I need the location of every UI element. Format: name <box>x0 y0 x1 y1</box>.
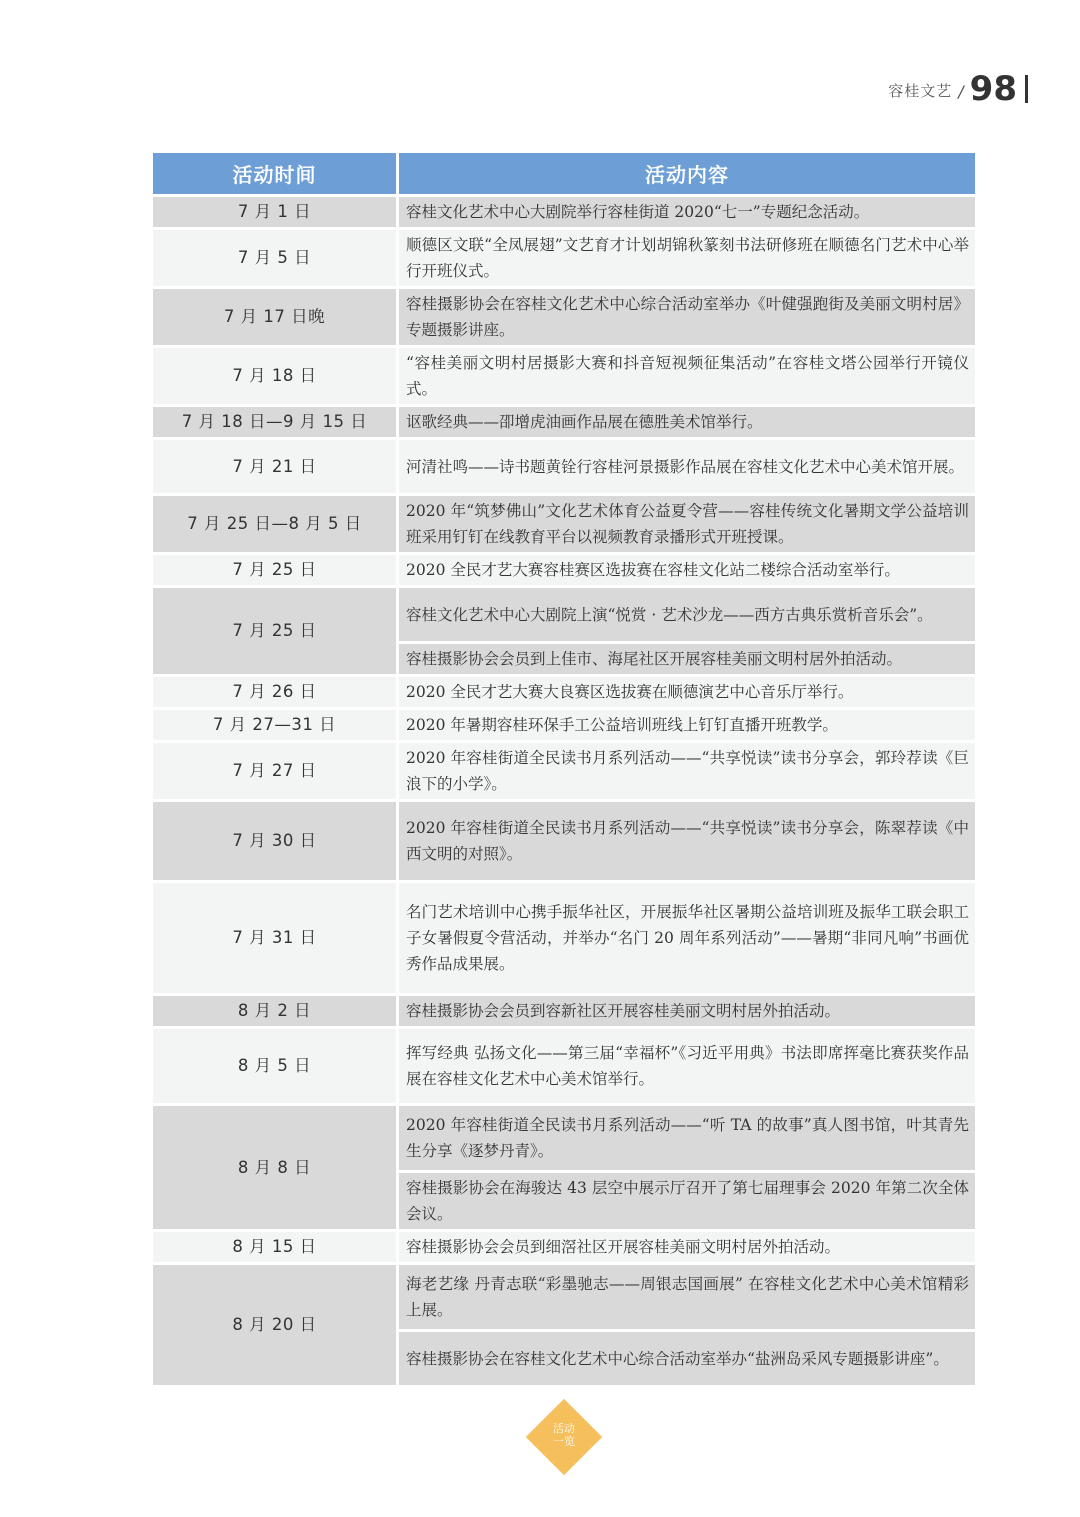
activity-content: 海老艺缘 丹青志联“彩墨驰志——周银志国画展” 在容桂文化艺术中心美术馆精彩上展。 <box>399 1265 975 1329</box>
table-row <box>153 440 975 493</box>
activity-content: 2020 年容桂街道全民读书月系列活动——“共享悦读”读书分享会，郭玲荐读《巨浪下的小学》。 <box>399 743 975 799</box>
header-separator: / <box>958 82 964 101</box>
activity-content: 容桂文化艺术中心大剧院举行容桂街道 2020“七一”专题纪念活动。 <box>399 197 975 227</box>
table-header-row <box>153 153 975 194</box>
table-row <box>153 1232 975 1262</box>
activity-content: 2020 全民才艺大赛大良赛区选拔赛在顺德演艺中心音乐厅举行。 <box>399 677 975 707</box>
table-row <box>153 883 975 993</box>
activity-content: 容桂摄影协会会员到细滘社区开展容桂美丽文明村居外拍活动。 <box>399 1232 975 1262</box>
table-row <box>153 1029 975 1103</box>
activity-content: 2020 年“筑梦佛山”文化艺术体育公益夏令营——容桂传统文化暑期文学公益培训班采用钉钉在线教育平台以视频教育录播形式开班授课。 <box>399 496 975 552</box>
badge-text <box>530 1422 598 1448</box>
activity-content: 容桂摄影协会会员到上佳市、海尾社区开展容桂美丽文明村居外拍活动。 <box>399 644 975 674</box>
table-row <box>153 230 975 286</box>
activity-table <box>150 150 978 1388</box>
activity-time: 7 月 30 日 <box>153 802 396 880</box>
activity-content: 讴歌经典——卲增虎油画作品展在德胜美术馆举行。 <box>399 407 975 437</box>
table-row <box>153 677 975 707</box>
activity-time: 7 月 21 日 <box>153 440 396 493</box>
table-row <box>153 407 975 437</box>
activity-content: 河清社鸣——诗书题黄铨行容桂河景摄影作品展在容桂文化艺术中心美术馆开展。 <box>399 440 975 493</box>
activity-content: 名门艺术培训中心携手振华社区，开展振华社区暑期公益培训班及振华工联会职工子女暑假夏令营活动，并举办“名门 20 周年系列活动”——暑期“非同凡响”书画优秀作品成果展。 <box>399 883 975 993</box>
table-row <box>153 710 975 740</box>
activity-time: 7 月 27—31 日 <box>153 710 396 740</box>
activity-time: 7 月 1 日 <box>153 197 396 227</box>
column-header-content: 活动内容 <box>399 153 975 194</box>
table-row <box>153 743 975 799</box>
activity-time: 8 月 15 日 <box>153 1232 396 1262</box>
table-row <box>153 348 975 404</box>
activity-time: 7 月 31 日 <box>153 883 396 993</box>
badge-line-1: 活动 <box>553 1422 575 1435</box>
page-number-bar <box>1025 75 1028 103</box>
activity-content: 2020 年暑期容桂环保手工公益培训班线上钉钉直播开班教学。 <box>399 710 975 740</box>
table-row <box>153 802 975 880</box>
activity-time: 8 月 2 日 <box>153 996 396 1026</box>
activity-content: “容桂美丽文明村居摄影大赛和抖音短视频征集活动”在容桂文塔公园举行开镜仪式。 <box>399 348 975 404</box>
table-row <box>153 555 975 585</box>
activity-content: 容桂摄影协会在海骏达 43 层空中展示厅召开了第七届理事会 2020 年第二次全体会议。 <box>399 1173 975 1229</box>
table-row <box>153 1265 975 1329</box>
table-row <box>153 496 975 552</box>
journal-name: 容桂文艺 <box>888 82 953 100</box>
column-header-time: 活动时间 <box>153 153 396 194</box>
page-header <box>888 62 1028 109</box>
activity-time: 7 月 26 日 <box>153 677 396 707</box>
activity-content: 容桂摄影协会会员到容新社区开展容桂美丽文明村居外拍活动。 <box>399 996 975 1026</box>
activity-content: 顺德区文联“全凤展翅”文艺育才计划胡锦秋篆刻书法研修班在顺德名门艺术中心举行开班仪式。 <box>399 230 975 286</box>
activity-content: 挥写经典 弘扬文化——第三届“幸福杯”《习近平用典》书法即席挥毫比赛获奖作品展在容桂文化艺术中心美术馆举行。 <box>399 1029 975 1103</box>
activity-time: 7 月 17 日晚 <box>153 289 396 345</box>
activity-time: 8 月 8 日 <box>153 1106 396 1229</box>
activity-content: 容桂文化艺术中心大剧院上演“悦赏 · 艺术沙龙——西方古典乐赏析音乐会”。 <box>399 588 975 641</box>
table-row <box>153 289 975 345</box>
activity-time: 7 月 25 日 <box>153 555 396 585</box>
page-number: 98 <box>969 69 1017 109</box>
activity-content: 2020 全民才艺大赛容桂赛区选拔赛在容桂文化站二楼综合活动室举行。 <box>399 555 975 585</box>
table-row <box>153 1106 975 1170</box>
activity-time: 8 月 5 日 <box>153 1029 396 1103</box>
badge-line-2: 一览 <box>553 1435 575 1448</box>
activity-content: 2020 年容桂街道全民读书月系列活动——“共享悦读”读书分享会，陈翠荐读《中西文明的对照》。 <box>399 802 975 880</box>
activity-content: 2020 年容桂街道全民读书月系列活动——“听 TA 的故事”真人图书馆，叶其青先生分享《逐梦丹青》。 <box>399 1106 975 1170</box>
section-badge <box>530 1403 598 1471</box>
activity-content: 容桂摄影协会在容桂文化艺术中心综合活动室举办“盐洲岛采风专题摄影讲座”。 <box>399 1332 975 1385</box>
activity-time: 7 月 25 日 <box>153 588 396 674</box>
activity-time: 7 月 5 日 <box>153 230 396 286</box>
activity-time: 8 月 20 日 <box>153 1265 396 1385</box>
table-row <box>153 197 975 227</box>
activity-time: 7 月 18 日 <box>153 348 396 404</box>
activity-time: 7 月 25 日—8 月 5 日 <box>153 496 396 552</box>
table-row <box>153 996 975 1026</box>
activity-content: 容桂摄影协会在容桂文化艺术中心综合活动室举办《叶健强跑街及美丽文明村居》专题摄影讲座。 <box>399 289 975 345</box>
activity-time: 7 月 18 日—9 月 15 日 <box>153 407 396 437</box>
activity-time: 7 月 27 日 <box>153 743 396 799</box>
table-row <box>153 588 975 641</box>
